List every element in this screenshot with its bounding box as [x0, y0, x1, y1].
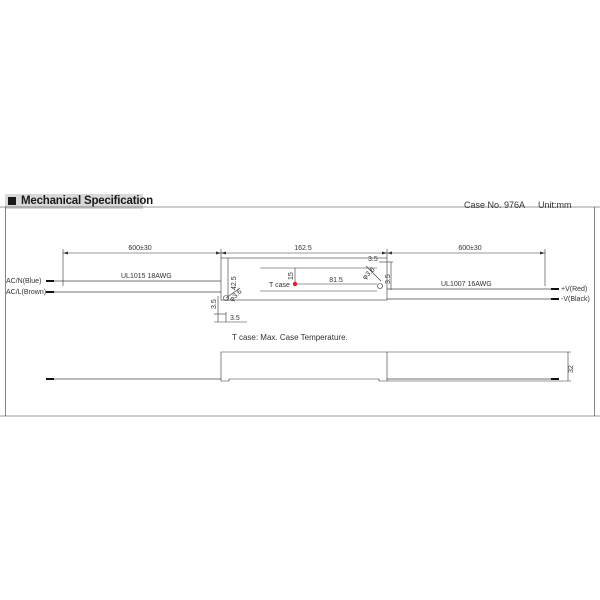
body-side-view	[221, 352, 387, 381]
dim-label-tcase-offset: 15	[288, 272, 295, 280]
dim-label-hole-top: 3.5	[368, 256, 378, 263]
wire-tip-vminus	[551, 298, 559, 300]
body-top-view	[221, 258, 387, 300]
dim-label-thickness: 32	[568, 365, 575, 373]
hole-right	[378, 284, 383, 289]
wire-tip-acn	[46, 280, 54, 282]
case-number: Case No. 976A	[464, 200, 526, 210]
section-title: Mechanical Specification	[21, 195, 153, 207]
dim-label-bottom-a: 3.5	[211, 299, 218, 309]
dim-label-height: 42.5	[231, 276, 238, 290]
arrow-body-right-a	[382, 252, 387, 255]
arrow-top-left	[63, 252, 68, 255]
arrow-body-right-b	[387, 252, 392, 255]
wire-label-vminus: -V(Black)	[561, 296, 590, 303]
dim-label-bottom-diam: φ3.6	[228, 288, 244, 304]
dim-label-left-cable: 600±30	[128, 245, 152, 252]
dim-label-hole-diam: φ3.6	[361, 266, 377, 282]
wire-label-acl: AC/L(Brown)	[6, 289, 47, 296]
arrow-top-right	[540, 252, 545, 255]
unit-label: Unit:mm	[538, 200, 572, 210]
arrow-body-left-b	[221, 252, 226, 255]
wire-spec-right: UL1007 16AWG	[441, 281, 492, 288]
wire-tip-side-right	[551, 378, 559, 380]
wire-tip-side-left	[46, 378, 54, 380]
wire-tip-acl	[46, 291, 54, 293]
dim-label-hole-side: 3.5	[385, 274, 392, 284]
dim-label-tcase-pos: 81.5	[329, 277, 343, 284]
wire-label-acn: AC/N(Blue)	[6, 278, 42, 285]
dim-label-body: 162.5	[294, 245, 312, 252]
tcase-dot	[293, 282, 297, 286]
dim-label-bottom-b: 3.5	[230, 315, 240, 322]
dim-label-right-cable: 600±30	[458, 245, 482, 252]
arrow-body-left-a	[216, 252, 221, 255]
wire-label-vplus: +V(Red)	[561, 286, 588, 293]
wire-tip-vplus	[551, 288, 559, 290]
tcase-label: T case	[269, 282, 290, 289]
tcase-note: T case: Max. Case Temperature.	[232, 333, 348, 342]
wire-spec-left: UL1015 18AWG	[121, 273, 172, 280]
